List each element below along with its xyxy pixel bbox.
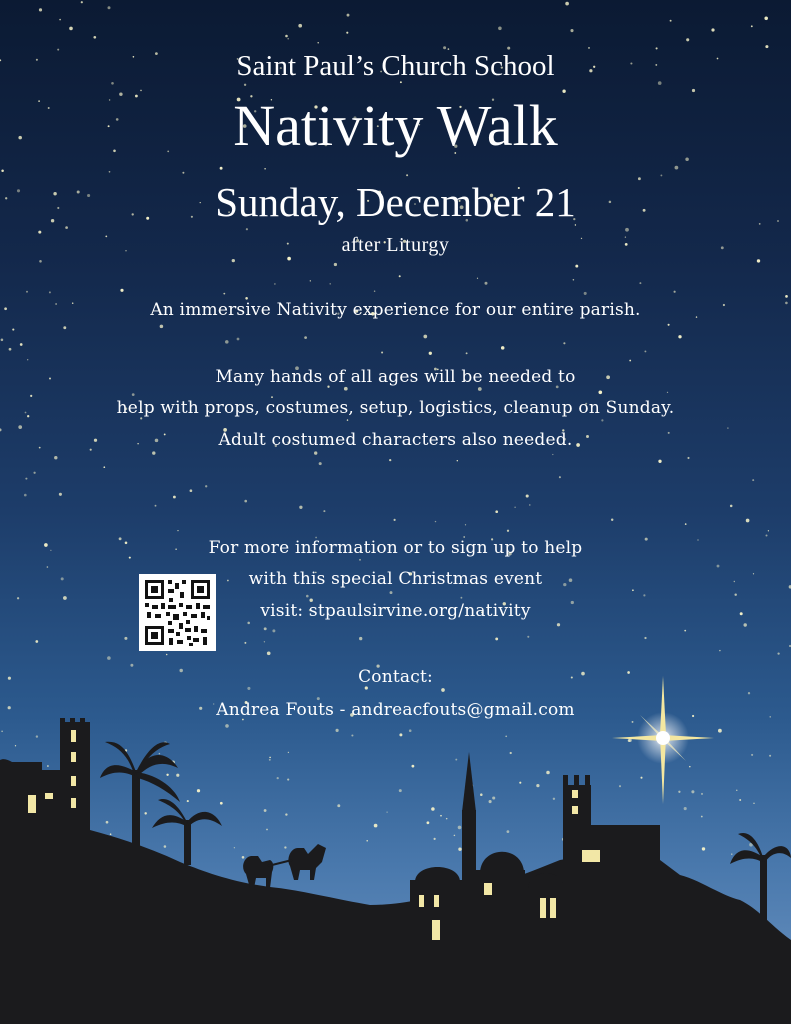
bethlehem-silhouette bbox=[0, 670, 791, 1024]
star-dot bbox=[526, 494, 529, 497]
star-dot bbox=[24, 494, 27, 497]
star-dot bbox=[675, 166, 679, 170]
star-dot bbox=[565, 2, 569, 6]
star-dot bbox=[334, 263, 337, 266]
star-dot bbox=[173, 496, 176, 499]
star-dot bbox=[310, 280, 311, 281]
star-dot bbox=[155, 505, 157, 507]
star-dot bbox=[220, 167, 223, 170]
star-dot bbox=[629, 360, 631, 362]
star-dot bbox=[93, 36, 96, 39]
star-dot bbox=[658, 460, 661, 463]
star-dot bbox=[244, 84, 246, 86]
star-dot bbox=[264, 168, 266, 170]
star-dot bbox=[81, 1, 83, 3]
star-dot bbox=[69, 27, 73, 31]
star-dot bbox=[429, 352, 432, 355]
star-dot bbox=[746, 519, 750, 523]
star-dot bbox=[267, 651, 271, 655]
star-dot bbox=[457, 460, 458, 461]
star-dot bbox=[190, 489, 193, 492]
star-dot bbox=[557, 623, 560, 626]
volunteer-line-1: Many hands of all ages will be needed to bbox=[215, 367, 576, 387]
star-dot bbox=[54, 456, 57, 459]
star-dot bbox=[632, 589, 634, 591]
star-dot bbox=[287, 257, 291, 261]
star-dot bbox=[20, 343, 23, 346]
star-dot bbox=[374, 290, 375, 291]
star-dot bbox=[306, 595, 309, 598]
star-dot bbox=[785, 295, 788, 298]
star-dot bbox=[743, 623, 746, 626]
star-dot bbox=[152, 451, 155, 454]
star-dot bbox=[247, 622, 250, 625]
star-dot bbox=[347, 14, 350, 17]
star-dot bbox=[319, 462, 322, 465]
star-dot bbox=[63, 326, 66, 329]
star-dot bbox=[687, 457, 689, 459]
star-dot bbox=[584, 292, 587, 295]
star-dot bbox=[507, 530, 509, 532]
star-dot bbox=[35, 640, 38, 643]
star-dot bbox=[298, 24, 302, 28]
star-dot bbox=[495, 510, 498, 513]
star-dot bbox=[237, 338, 240, 341]
star-dot bbox=[667, 392, 668, 393]
star-dot bbox=[9, 348, 12, 351]
star-dot bbox=[347, 419, 348, 420]
star-dot bbox=[39, 260, 42, 263]
star-dot bbox=[264, 641, 265, 642]
star-dot bbox=[18, 425, 22, 429]
star-dot bbox=[529, 504, 530, 505]
star-dot bbox=[443, 46, 446, 49]
star-dot bbox=[527, 636, 529, 638]
star-dot bbox=[182, 172, 184, 174]
star-dot bbox=[359, 559, 361, 561]
star-dot bbox=[668, 324, 670, 326]
star-dot bbox=[177, 530, 178, 531]
star-dot bbox=[466, 352, 468, 354]
star-dot bbox=[47, 566, 49, 568]
star-dot bbox=[26, 291, 28, 293]
star-dot bbox=[30, 395, 32, 397]
star-dot bbox=[39, 8, 42, 11]
star-dot bbox=[272, 629, 275, 632]
event-date: Sunday, December 21 bbox=[215, 179, 576, 225]
star-dot bbox=[205, 485, 207, 487]
star-dot bbox=[727, 427, 728, 428]
star-dot bbox=[477, 278, 478, 279]
star-dot bbox=[59, 19, 61, 21]
star-dot bbox=[406, 174, 408, 176]
star-dot bbox=[686, 38, 689, 41]
star-dot bbox=[381, 351, 383, 353]
school-name: Saint Paul’s Church School bbox=[236, 50, 555, 82]
star-dot bbox=[573, 279, 575, 281]
star-dot bbox=[103, 466, 105, 468]
contact-info[interactable]: Andrea Fouts - andreacfouts@gmail.com bbox=[216, 700, 575, 720]
star-dot bbox=[223, 293, 225, 295]
info-line-url[interactable]: visit: stpaulsirvine.org/nativity bbox=[260, 601, 531, 621]
star-dot bbox=[329, 283, 330, 284]
star-dot bbox=[644, 637, 646, 639]
star-dot bbox=[601, 419, 603, 421]
star-dot bbox=[751, 25, 753, 27]
star-dot bbox=[730, 505, 733, 508]
star-dot bbox=[304, 336, 307, 339]
star-dot bbox=[49, 291, 51, 293]
star-dot bbox=[109, 171, 111, 173]
star-dot bbox=[285, 35, 288, 38]
star-dot bbox=[120, 289, 123, 292]
intro-text: An immersive Nativity experience for our entire parish. bbox=[150, 300, 641, 320]
star-dot bbox=[232, 259, 235, 262]
star-dot bbox=[12, 329, 14, 331]
star-dot bbox=[559, 476, 561, 478]
volunteer-line-2: help with props, costumes, setup, logistics, cleanup on Sunday. bbox=[116, 398, 675, 418]
star-dot bbox=[644, 350, 646, 352]
star-dot bbox=[132, 393, 135, 396]
star-dot bbox=[124, 637, 127, 640]
star-dot bbox=[65, 226, 68, 229]
star-dot bbox=[314, 451, 317, 454]
star-dot bbox=[757, 259, 760, 262]
star-dot bbox=[17, 597, 19, 599]
event-title: Nativity Walk bbox=[233, 93, 558, 158]
star-dot bbox=[625, 228, 629, 232]
star-dot bbox=[684, 630, 686, 632]
star-dot bbox=[465, 524, 466, 525]
star-dot bbox=[765, 534, 767, 536]
star-dot bbox=[244, 500, 247, 503]
star-dot bbox=[498, 27, 502, 31]
star-dot bbox=[344, 387, 348, 391]
star-dot bbox=[389, 459, 391, 461]
star-dot bbox=[575, 265, 578, 268]
volunteer-line-3: Adult costumed characters also needed. bbox=[218, 430, 573, 450]
star-dot bbox=[501, 346, 505, 350]
star-dot bbox=[678, 335, 681, 338]
qr-code-icon[interactable] bbox=[139, 574, 216, 651]
star-dot bbox=[274, 283, 275, 284]
star-dot bbox=[588, 47, 590, 49]
star-dot bbox=[346, 32, 348, 34]
contact-label: Contact: bbox=[358, 667, 433, 687]
star-dot bbox=[639, 282, 641, 284]
event-time-note: after Liturgy bbox=[341, 234, 450, 256]
star-dot bbox=[478, 387, 482, 391]
star-dot bbox=[514, 507, 515, 508]
star-dot bbox=[166, 654, 168, 656]
star-dot bbox=[485, 282, 488, 285]
star-dot bbox=[734, 593, 736, 595]
star-dot bbox=[611, 518, 613, 520]
star-dot bbox=[27, 359, 28, 360]
star-dot bbox=[717, 565, 720, 568]
star-dot bbox=[563, 342, 565, 344]
star-dot bbox=[460, 597, 462, 599]
star-dot bbox=[299, 506, 302, 509]
star-dot bbox=[359, 637, 362, 640]
star-dot bbox=[423, 335, 427, 339]
star-dot bbox=[108, 6, 111, 9]
star-dot bbox=[25, 478, 27, 480]
info-line-2: with this special Christmas event bbox=[248, 569, 543, 589]
star-dot bbox=[394, 519, 396, 521]
star-dot bbox=[323, 510, 325, 512]
star-dot bbox=[399, 275, 401, 277]
star-dot bbox=[777, 652, 779, 654]
star-dot bbox=[685, 523, 687, 525]
star-dot bbox=[598, 390, 602, 394]
star-dot bbox=[246, 228, 248, 230]
star-dot bbox=[719, 650, 720, 651]
star-dot bbox=[435, 521, 436, 522]
star-dot bbox=[660, 174, 662, 176]
star-dot bbox=[59, 493, 62, 496]
star-dot bbox=[570, 29, 573, 32]
star-dot bbox=[643, 594, 645, 596]
star-dot bbox=[752, 479, 754, 481]
star-dot bbox=[33, 472, 35, 474]
star-dot bbox=[765, 45, 768, 48]
star-dot bbox=[390, 591, 393, 594]
star-dot bbox=[140, 90, 142, 92]
star-dot bbox=[495, 637, 498, 640]
star-dot bbox=[63, 596, 67, 600]
star-dot bbox=[244, 642, 246, 644]
star-dot bbox=[107, 656, 111, 660]
star-dot bbox=[287, 38, 289, 40]
star-dot bbox=[552, 454, 553, 455]
star-dot bbox=[225, 340, 229, 344]
star-dot bbox=[670, 20, 672, 22]
star-dot bbox=[1, 170, 4, 173]
star-dot bbox=[1, 339, 4, 342]
star-dot bbox=[264, 627, 267, 630]
star-dot bbox=[674, 291, 676, 293]
info-line-1: For more information or to sign up to help bbox=[208, 538, 583, 558]
bethlehem-star-icon bbox=[612, 676, 714, 804]
star-dot bbox=[768, 530, 769, 531]
star-dot bbox=[160, 325, 164, 329]
star-dot bbox=[764, 17, 768, 21]
star-dot bbox=[317, 42, 318, 43]
star-dot bbox=[711, 28, 714, 31]
